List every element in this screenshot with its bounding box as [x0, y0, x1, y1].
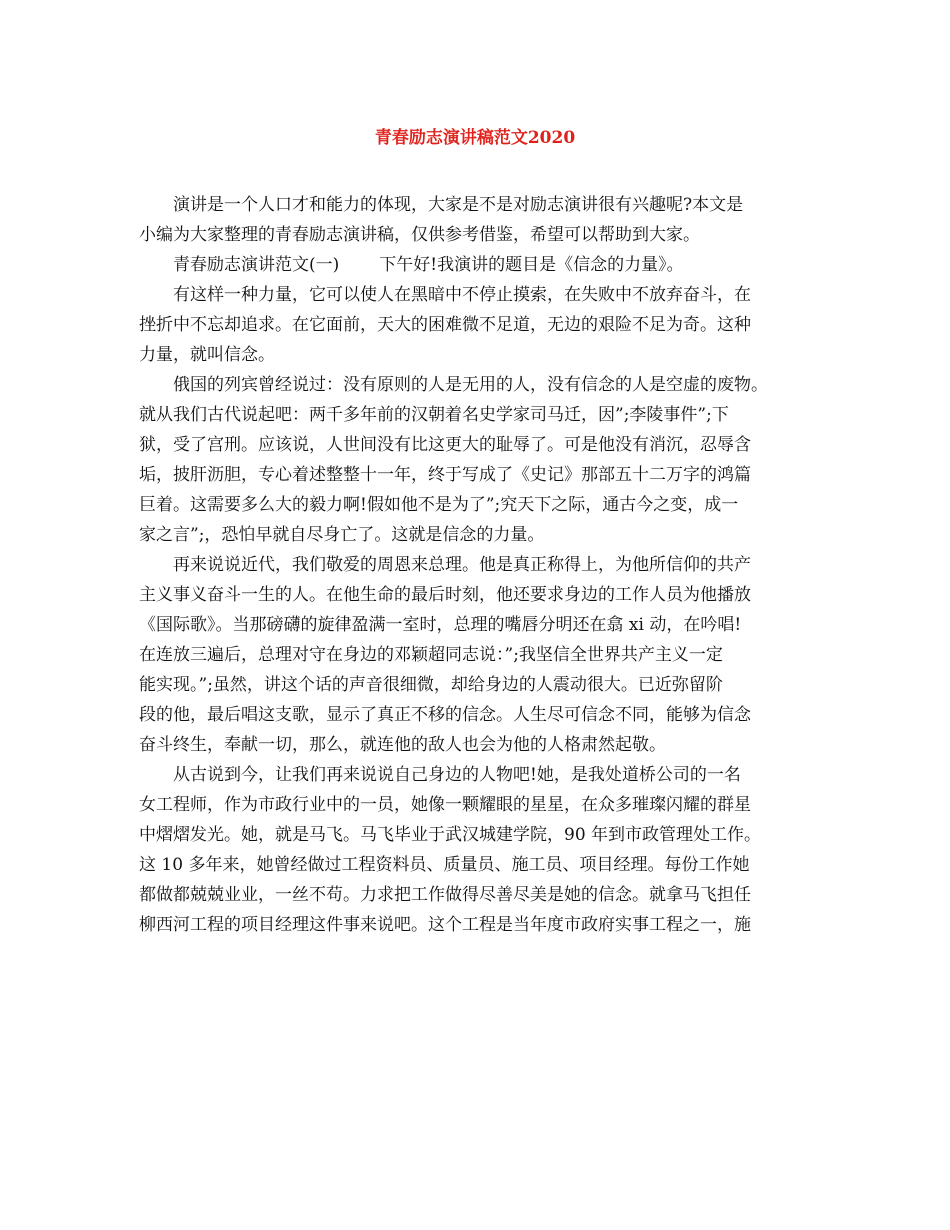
text-line-content: 在连放三遍后，总理对守在身边的邓颖超同志说：”;我坚信全世界共产主义一定	[139, 645, 723, 665]
text-line-content: 狱，受了宫刑。应该说，人世间没有比这更大的耻辱了。可是他没有消沉，忍辱含	[139, 435, 751, 455]
text-line	[139, 460, 829, 490]
text-line	[139, 730, 829, 760]
text-line-content: 力量，就叫信念。	[139, 345, 275, 365]
text-line-content: 再来说说近代，我们敬爱的周恩来总理。他是真正称得上，为他所信仰的共产	[173, 555, 751, 575]
text-line	[139, 700, 829, 730]
text-line-content: 巨着。这需要多么大的毅力啊!假如他不是为了”;究天下之际，通古今之变，成一	[139, 495, 739, 515]
text-line	[139, 490, 829, 520]
text-line	[139, 520, 829, 550]
text-line	[139, 820, 829, 850]
text-line	[139, 640, 829, 670]
text-line-content: 这 10 多年来，她曾经做过工程资料员、质量员、施工员、项目经理。每份工作她	[139, 855, 750, 875]
text-line	[139, 760, 829, 790]
text-line-content: 就从我们古代说起吧：两千多年前的汉朝着名史学家司马迁，因”;李陵事件”;下	[139, 405, 729, 425]
text-line	[139, 400, 829, 430]
text-line-content: 演讲是一个人口才和能力的体现，大家是不是对励志演讲很有兴趣呢?本文是	[173, 195, 744, 215]
text-line-continuation: 下午好!我演讲的题目是《信念的力量》。	[379, 255, 684, 275]
text-line	[139, 850, 829, 880]
text-line-content: 从古说到今，让我们再来说说自己身边的人物吧!她，是我处道桥公司的一名	[173, 765, 741, 785]
text-line-content: 小编为大家整理的青春励志演讲稿，仅供参考借鉴，希望可以帮助到大家。	[139, 225, 700, 245]
text-line	[139, 370, 829, 400]
text-line	[139, 430, 829, 460]
text-line	[139, 190, 829, 220]
text-line	[139, 610, 829, 640]
text-line	[139, 790, 829, 820]
text-line-content: 都做都兢兢业业，一丝不苟。力求把工作做得尽善尽美是她的信念。就拿马飞担任	[139, 885, 751, 905]
text-line-content: 挫折中不忘却追求。在它面前，天大的困难微不足道，无边的艰险不足为奇。这种	[139, 315, 751, 335]
text-line-content: 垢，披肝沥胆，专心着述整整十一年，终于写成了《史记》那部五十二万字的鸿篇	[139, 465, 751, 485]
text-line-content: 柳西河工程的项目经理这件事来说吧。这个工程是当年度市政府实事工程之一，施	[139, 915, 751, 935]
text-line-content: 青春励志演讲范文(一)	[173, 255, 340, 275]
document-title: 青春励志演讲稿范文2020	[374, 128, 576, 148]
text-line-content: 俄国的列宾曾经说过：没有原则的人是无用的人，没有信念的人是空虚的废物。	[173, 375, 768, 395]
text-line-content: 有这样一种力量，它可以使人在黑暗中不停止摸索，在失败中不放弃奋斗，在	[173, 285, 751, 305]
text-line	[139, 250, 829, 280]
text-line-content: 主义事义奋斗一生的人。在他生命的最后时刻，他还要求身边的工作人员为他播放	[139, 585, 751, 605]
text-line	[139, 220, 829, 250]
text-line-content: 家之言”;，恐怕早就自尽身亡了。这就是信念的力量。	[139, 525, 545, 545]
text-line	[139, 910, 829, 940]
text-line	[139, 340, 829, 370]
text-line	[139, 670, 829, 700]
text-line-content: 段的他，最后唱这支歌，显示了真正不移的信念。人生尽可信念不同，能够为信念	[139, 705, 751, 725]
text-line-content: 《国际歌》。当那磅礴的旋律盈满一室时，总理的嘴唇分明还在翕 xi 动，在吟唱!	[139, 615, 742, 635]
text-line-content: 奋斗终生，奉献一切，那么，就连他的敌人也会为他的人格肃然起敬。	[139, 735, 666, 755]
document-body	[139, 190, 829, 940]
text-line	[139, 880, 829, 910]
text-line-content: 女工程师，作为市政行业中的一员，她像一颗耀眼的星星，在众多璀璨闪耀的群星	[139, 795, 751, 815]
text-line	[139, 310, 829, 340]
text-line-content: 能实现。”;虽然，讲这个话的声音很细微，却给身边的人震动很大。已近弥留阶	[139, 675, 723, 695]
text-line-content: 中熠熠发光。她，就是马飞。马飞毕业于武汉城建学院，90 年到市政管理处工作。	[139, 825, 762, 845]
text-line	[139, 550, 829, 580]
text-line	[139, 580, 829, 610]
text-line	[139, 280, 829, 310]
